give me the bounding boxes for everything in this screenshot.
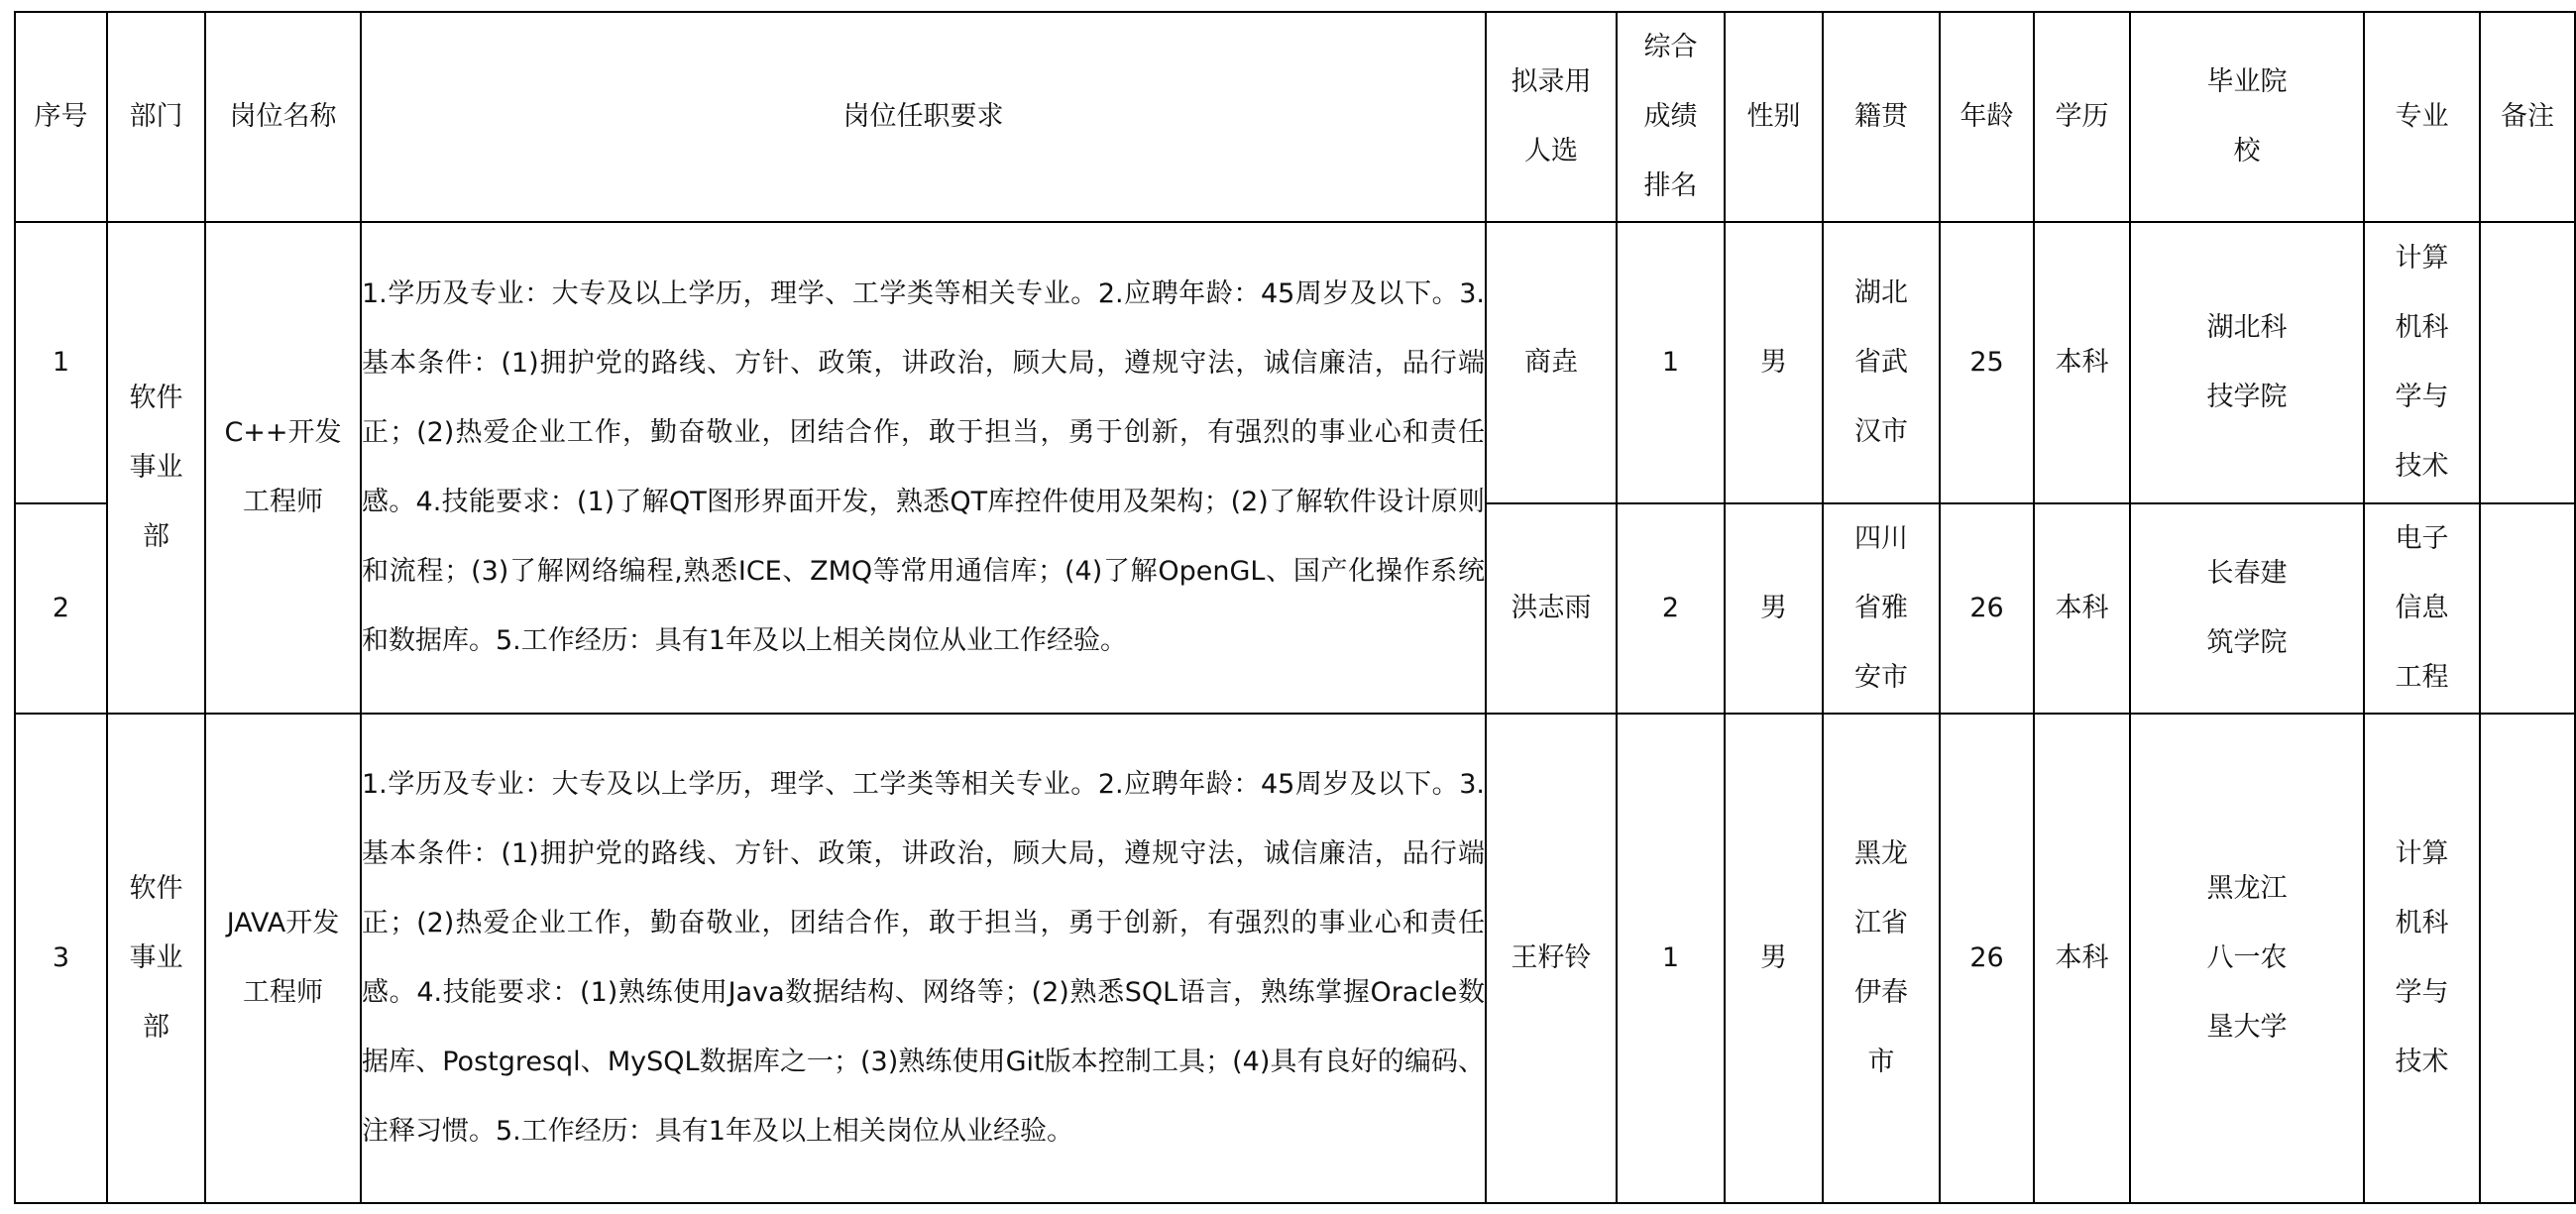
cell-school: 长春建 筑学院	[2130, 503, 2364, 714]
cell-gender: 男	[1725, 503, 1823, 714]
cell-age: 25	[1940, 222, 2034, 503]
cell-school: 黑龙江 八一农 垦大学	[2130, 714, 2364, 1203]
header-education: 学历	[2034, 12, 2130, 222]
cell-education: 本科	[2034, 222, 2130, 503]
table-row	[15, 222, 2575, 503]
cell-gender: 男	[1725, 714, 1823, 1203]
cell-post: C++开发 工程师	[205, 222, 361, 714]
cell-remark	[2480, 222, 2575, 503]
table-row	[15, 714, 2575, 1203]
cell-gender: 男	[1725, 222, 1823, 503]
cell-school: 湖北科 技学院	[2130, 222, 2364, 503]
cell-rank: 2	[1617, 503, 1725, 714]
cell-seq: 1	[15, 222, 107, 503]
cell-candidate: 商垚	[1486, 222, 1617, 503]
header-hometown: 籍贯	[1823, 12, 1940, 222]
cell-requirements: 1.学历及专业：大专及以上学历，理学、工学类等相关专业。2.应聘年龄：45周岁及以下。3.基本条件：(1)拥护党的路线、方针、政策，讲政治，顾大局，遵规守法，诚信廉洁，品行端正；(2)热爱企业工作，勤奋敬业，团结合作，敢于担当，勇于创新，有强烈的事业心和责任感。4.技能要求：(1)了解QT图形界面开发，熟悉QT库控件使用及架构；(2)了解软件设计原则和流程；(3)了解网络编程,熟悉ICE、ZMQ等常用通信库；(4)了解OpenGL、国产化操作系统和数据库。5.工作经历：具有1年及以上相关岗位从业工作经验。	[361, 222, 1486, 714]
cell-major: 计算 机科 学与 技术	[2364, 222, 2480, 503]
header-row	[15, 12, 2575, 222]
header-requirements: 岗位任职要求	[361, 12, 1486, 222]
cell-requirements: 1.学历及专业：大专及以上学历，理学、工学类等相关专业。2.应聘年龄：45周岁及以下。3.基本条件：(1)拥护党的路线、方针、政策，讲政治，顾大局，遵规守法，诚信廉洁，品行端正；(2)热爱企业工作，勤奋敬业，团结合作，敢于担当，勇于创新，有强烈的事业心和责任感。4.技能要求：(1)熟练使用Java数据结构、网络等；(2)熟悉SQL语言，熟练掌握Oracle数据库、Postgresql、MySQL数据库之一；(3)熟练使用Git版本控制工具；(4)具有良好的编码、注释习惯。5.工作经历：具有1年及以上相关岗位从业经验。	[361, 714, 1486, 1203]
cell-age: 26	[1940, 503, 2034, 714]
cell-age: 26	[1940, 714, 2034, 1203]
header-gender: 性别	[1725, 12, 1823, 222]
cell-rank: 1	[1617, 714, 1725, 1203]
cell-candidate: 王籽铃	[1486, 714, 1617, 1203]
header-dept: 部门	[107, 12, 205, 222]
header-school: 毕业院 校	[2130, 12, 2364, 222]
cell-major: 电子 信息 工程	[2364, 503, 2480, 714]
header-post: 岗位名称	[205, 12, 361, 222]
cell-hometown: 湖北 省武 汉市	[1823, 222, 1940, 503]
header-seq: 序号	[15, 12, 107, 222]
cell-education: 本科	[2034, 714, 2130, 1203]
cell-post: JAVA开发 工程师	[205, 714, 361, 1203]
cell-dept: 软件 事业 部	[107, 222, 205, 714]
cell-candidate: 洪志雨	[1486, 503, 1617, 714]
header-rank: 综合 成绩 排名	[1617, 12, 1725, 222]
cell-remark	[2480, 714, 2575, 1203]
cell-education: 本科	[2034, 503, 2130, 714]
header-major: 专业	[2364, 12, 2480, 222]
header-remark: 备注	[2480, 12, 2575, 222]
cell-major: 计算 机科 学与 技术	[2364, 714, 2480, 1203]
header-candidate: 拟录用 人选	[1486, 12, 1617, 222]
cell-hometown: 黑龙 江省 伊春 市	[1823, 714, 1940, 1203]
cell-seq: 3	[15, 714, 107, 1203]
cell-dept: 软件 事业 部	[107, 714, 205, 1203]
cell-hometown: 四川 省雅 安市	[1823, 503, 1940, 714]
cell-rank: 1	[1617, 222, 1725, 503]
cell-seq: 2	[15, 503, 107, 714]
cell-remark	[2480, 503, 2575, 714]
candidate-table	[14, 11, 2576, 1204]
header-age: 年龄	[1940, 12, 2034, 222]
